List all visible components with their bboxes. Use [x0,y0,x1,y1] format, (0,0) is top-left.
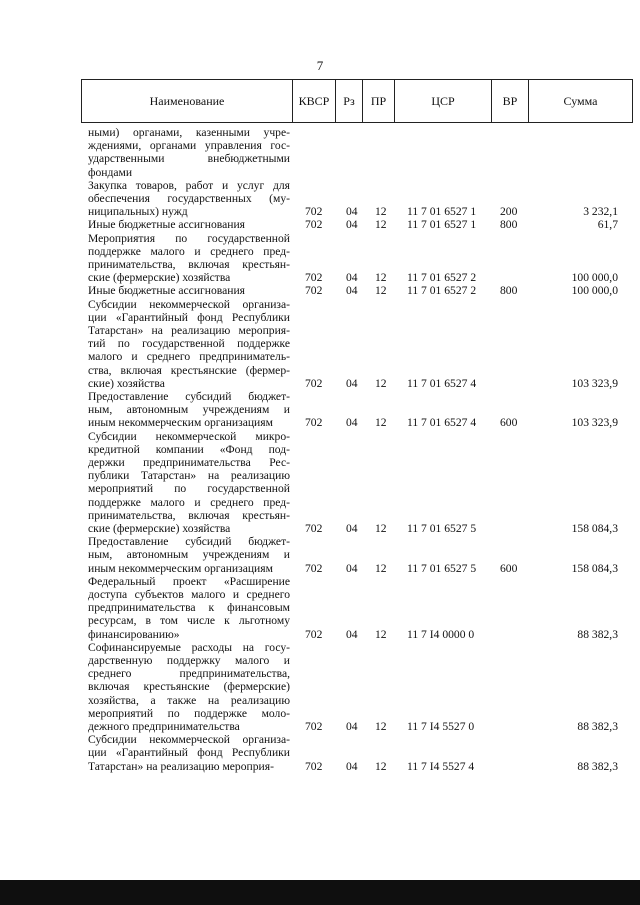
row-sum: 61,7 [597,218,618,232]
table-header [81,79,633,123]
row-rz: 04 [346,561,358,575]
row-kvsr: 702 [305,719,323,733]
row-name-line: мероприятий по государственной [88,482,290,496]
row-name-line: тий по государственной поддержке [88,337,290,351]
row-name-line: мероприятий по поддержке моло- [88,706,290,720]
row-name-line: обеспечения государственных (му- [88,192,290,205]
row-name-line: публики Татарстан» на реализацию [88,469,290,483]
row-name [88,733,290,773]
row-name-line: включая крестьянские (фермерские) [88,680,290,694]
row-csr: 11 7 I4 5527 0 [407,719,475,733]
row-name-line: ские (фермерские) хозяйства [88,522,231,536]
row-csr: 11 7 01 6527 4 [407,416,477,430]
row-vr: 800 [500,218,518,232]
row-name [88,641,290,733]
table-row [0,575,640,641]
row-kvsr: 702 [305,561,323,575]
table-row [0,232,640,285]
row-sum: 103 323,9 [571,376,618,390]
row-sum: 100 000,0 [571,284,618,298]
row-name-line: Иные бюджетные ассигнования [88,218,245,232]
row-name-line: финансированию» [88,627,180,641]
row-kvsr: 702 [305,284,323,298]
column-header-sum: Сумма [528,80,633,122]
row-name-line: ства, включая крестьянские (фермер- [88,363,290,377]
row-name-line: Татарстан» на реализацию мероприя- [88,324,290,337]
row-pr: 12 [375,627,387,641]
row-rz: 04 [346,719,358,733]
row-kvsr: 702 [305,521,323,535]
table-row [0,733,640,773]
row-rz: 04 [346,416,358,430]
row-name-line: ресурсам, в том числе к льготному [88,614,290,628]
row-name [88,390,290,430]
row-name-line: фондами [88,165,133,179]
row-name-line: хозяйства, а также на реализацию [88,693,290,707]
row-sum: 88 382,3 [577,627,618,641]
row-kvsr: 702 [305,416,323,430]
row-pr: 12 [375,271,387,285]
row-name-line: Субсидии некоммерческой организа- [88,297,290,311]
row-name-line: ции «Гарантийный фонд Республики [88,310,290,324]
row-name [88,535,290,575]
row-sum: 158 084,3 [571,521,618,535]
row-kvsr: 702 [305,218,323,232]
row-vr: 600 [500,561,518,575]
row-kvsr: 702 [305,271,323,285]
row-name-line: ниципальных) нужд [88,205,188,219]
row-name-line: принимательства, включая крестьян- [88,258,290,271]
row-name-line: поддержке малого и среднего пред- [88,495,290,509]
row-csr: 11 7 I4 0000 0 [407,627,475,641]
row-name [88,218,290,231]
row-pr: 12 [375,218,387,232]
row-name-line: держки предпринимательства Рес- [88,456,290,469]
row-vr: 800 [500,284,518,298]
row-name-line: Предоставление субсидий бюджет- [88,535,290,549]
column-header-vr: ВР [491,80,528,122]
table-row [0,284,640,297]
scan-edge-bar [0,880,640,905]
row-name-line: ждениями, органами управления гос- [88,139,290,153]
row-name-line: Софинансируемые расходы на госу- [88,640,290,654]
row-name [88,126,290,179]
row-pr: 12 [375,205,387,219]
row-sum: 158 084,3 [571,561,618,575]
row-name-line: предпринимательства к финансовым [88,601,290,615]
row-name-line: ские) хозяйства [88,376,165,390]
row-pr: 12 [375,376,387,390]
row-vr: 200 [500,205,518,219]
row-rz: 04 [346,521,358,535]
row-csr: 11 7 01 6527 2 [407,271,477,285]
row-name-line: малого и среднего предприниматель- [88,350,290,364]
row-rz: 04 [346,284,358,298]
row-name-line: иным некоммерческим организациям [88,416,273,430]
row-name-line: Предоставление субсидий бюджет- [88,390,290,403]
row-pr: 12 [375,759,387,773]
row-pr: 12 [375,561,387,575]
row-pr: 12 [375,521,387,535]
row-sum: 88 382,3 [577,719,618,733]
table-row [0,218,640,231]
row-csr: 11 7 01 6527 5 [407,561,477,575]
row-name [88,575,290,641]
row-name-line: Федеральный проект «Расширение [88,574,290,588]
row-name [88,179,290,219]
table-row [0,298,640,390]
row-kvsr: 702 [305,759,323,773]
table-row [0,430,640,536]
row-rz: 04 [346,627,358,641]
row-vr: 600 [500,416,518,430]
row-name [88,430,290,536]
row-name-line: Мероприятия по государственной [88,231,290,245]
row-name-line: ции «Гарантийный фонд Республики [88,746,290,760]
row-kvsr: 702 [305,205,323,219]
row-name-line: принимательства, включая крестьян- [88,508,290,522]
row-name-line: Иные бюджетные ассигнования [88,284,245,298]
row-sum: 103 323,9 [571,416,618,430]
row-name [88,284,290,297]
row-csr: 11 7 01 6527 2 [407,284,477,298]
row-name [88,232,290,285]
row-csr: 11 7 01 6527 5 [407,521,477,535]
table-row [0,126,640,179]
row-name [88,298,290,390]
table-row [0,179,640,219]
row-name-line: ские (фермерские) хозяйства [88,271,231,285]
row-name-line: ными) органами, казенными учре- [88,126,290,139]
row-name-line: дежного предпринимательства [88,720,240,734]
row-csr: 11 7 01 6527 1 [407,218,477,232]
row-name-line: доступа субъектов малого и среднего [88,588,290,601]
row-name-line: ударственными внебюджетными [88,152,290,166]
row-csr: 11 7 01 6527 4 [407,376,477,390]
row-sum: 3 232,1 [583,205,618,219]
table-row [0,535,640,575]
row-name-line: дарственную поддержку малого и [88,654,290,667]
column-header-rz: Рз [335,80,362,122]
row-rz: 04 [346,271,358,285]
row-pr: 12 [375,719,387,733]
row-name-line: кредитной компании «Фонд под- [88,442,290,456]
row-name-line: Субсидии некоммерческой организа- [88,733,290,747]
row-kvsr: 702 [305,627,323,641]
row-name-line: Закупка товаров, работ и услуг для [88,178,290,192]
row-csr: 11 7 01 6527 1 [407,205,477,219]
row-kvsr: 702 [305,376,323,390]
row-csr: 11 7 I4 5527 4 [407,759,475,773]
row-sum: 100 000,0 [571,271,618,285]
row-pr: 12 [375,284,387,298]
row-rz: 04 [346,218,358,232]
column-header-kvsr: КВСР [292,80,335,122]
row-rz: 04 [346,759,358,773]
column-header-pr: ПР [362,80,394,122]
row-rz: 04 [346,376,358,390]
row-name-line: среднего предпринимательства, [88,667,290,681]
row-name-line: ным, автономным учреждениям и [88,403,290,417]
row-name-line: иным некоммерческим организациям [88,561,273,575]
row-sum: 88 382,3 [577,759,618,773]
row-name-line: Субсидии некоммерческой микро- [88,429,290,443]
table-row [0,641,640,733]
row-rz: 04 [346,205,358,219]
column-header-csr: ЦСР [394,80,491,122]
column-header-name: Наименование [81,80,292,122]
page-number: 7 [316,58,324,73]
row-name-line: Татарстан» на реализацию мероприя- [88,759,274,773]
table-row [0,390,640,430]
row-name-line: ным, автономным учреждениям и [88,548,290,562]
row-pr: 12 [375,416,387,430]
row-name-line: поддержке малого и среднего пред- [88,244,290,258]
